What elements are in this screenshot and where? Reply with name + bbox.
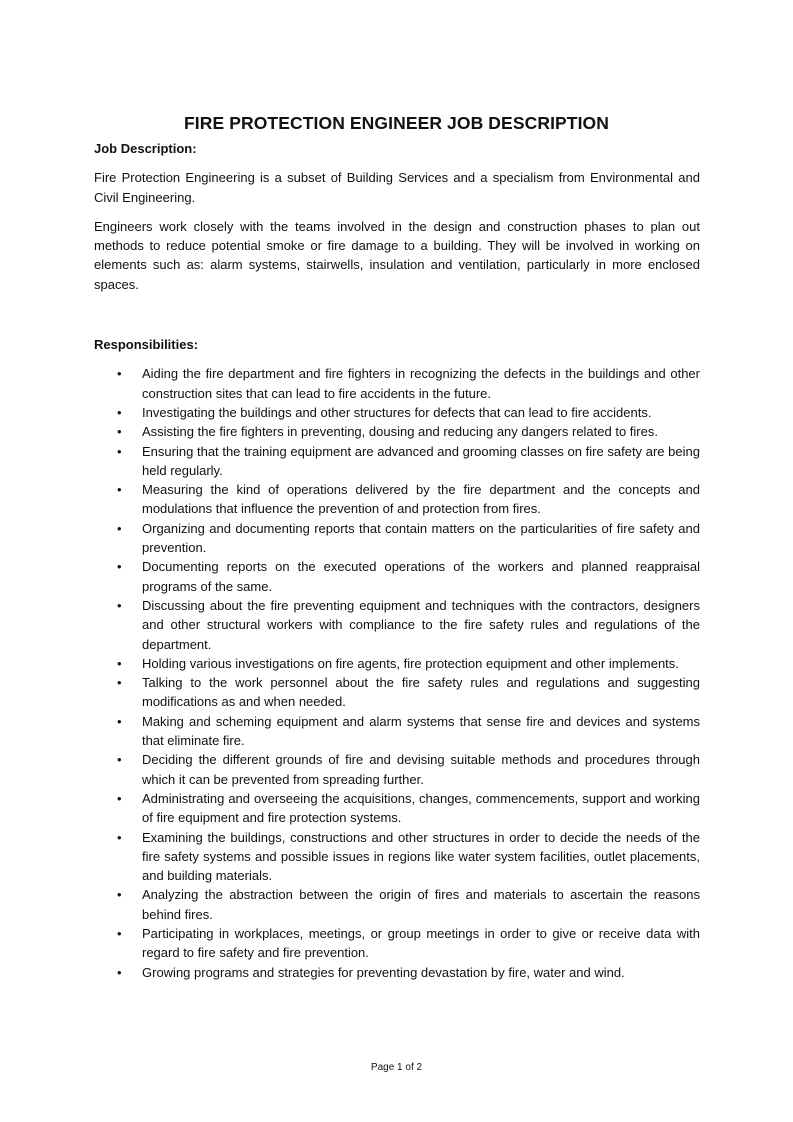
- list-item-text: Holding various investigations on fire agents, fire protection equipment and other implements.: [142, 655, 679, 671]
- list-item: [94, 480, 700, 519]
- list-item: [94, 364, 700, 403]
- bullet-icon: •: [117, 790, 122, 806]
- list-item: [94, 789, 700, 828]
- list-item-text: Documenting reports on the executed operations of the workers and planned reappraisal programs of the same.: [142, 559, 700, 594]
- list-item-text: Examining the buildings, constructions and other structures in order to decide the needs of the fire safety systems and possible issues in regions like water system facilities, outlet placements, and building materials.: [142, 829, 700, 884]
- list-item-text: Measuring the kind of operations delivered by the fire department and the concepts and modulations that influence the prevention of and protection from fires.: [142, 482, 700, 517]
- list-item-text: Assisting the fire fighters in preventing, dousing and reducing any dangers related to fires.: [142, 424, 658, 440]
- job-description-heading: Job Description:: [94, 141, 197, 156]
- bullet-icon: •: [117, 520, 122, 536]
- bullet-icon: •: [117, 443, 122, 459]
- bullet-icon: •: [117, 404, 122, 420]
- page-number: Page 1 of 2: [370, 1062, 423, 1073]
- list-item: [94, 596, 700, 654]
- list-item: [94, 673, 700, 712]
- document-title: FIRE PROTECTION ENGINEER JOB DESCRIPTION: [183, 113, 610, 133]
- bullet-icon: •: [117, 597, 122, 613]
- list-item-text: Ensuring that the training equipment are advanced and grooming classes on fire safety are being held regularly.: [142, 443, 700, 478]
- list-item-text: Talking to the work personnel about the fire safety rules and regulations and suggesting modifications as and when needed.: [142, 675, 700, 710]
- list-item: [94, 654, 700, 673]
- bullet-icon: •: [117, 482, 122, 498]
- list-item: [94, 750, 700, 789]
- bullet-icon: •: [117, 655, 122, 671]
- list-item-text: Growing programs and strategies for preventing devastation by fire, water and wind.: [142, 964, 625, 980]
- list-item-text: Investigating the buildings and other structures for defects that can lead to fire accidents.: [142, 404, 652, 420]
- list-item: [94, 712, 700, 751]
- bullet-icon: •: [117, 829, 122, 845]
- list-item-text: Administrating and overseeing the acquisitions, changes, commencements, support and working of fire equipment and fire protection systems.: [142, 790, 700, 826]
- list-item-text: Deciding the different grounds of fire and devising suitable methods and procedures through which it can be prevented from spreading further.: [142, 752, 700, 787]
- list-item-text: Discussing about the fire preventing equipment and techniques with the contractors, designers and other structural workers with compliance to the fire safety rules and regulations of the department.: [142, 597, 700, 652]
- list-item-text: Making and scheming equipment and alarm systems that sense fire and devices and systems that eliminate fire.: [142, 713, 700, 749]
- list-item: [94, 828, 700, 886]
- list-item: [94, 442, 700, 481]
- list-item: [94, 422, 700, 441]
- bullet-icon: •: [117, 424, 122, 440]
- list-item: [94, 963, 700, 982]
- bullet-icon: •: [117, 925, 122, 941]
- responsibilities-heading: Responsibilities:: [94, 337, 199, 353]
- bullet-icon: •: [117, 366, 122, 382]
- intro-paragraph: Fire Protection Engineering is a subset of Building Services and a specialism from Environmental and Civil Engineering.: [94, 170, 700, 205]
- list-item: [94, 403, 700, 422]
- list-item-text: Organizing and documenting reports that contain matters on the particularities of fire safety and prevention.: [142, 520, 700, 556]
- responsibilities-list: [94, 364, 700, 982]
- bullet-icon: •: [117, 887, 122, 903]
- bullet-icon: •: [117, 713, 122, 729]
- engineers-paragraph: Engineers work closely with the teams involved in the design and construction phases to plan out methods to reduce potential smoke or fire damage to a building. They will be involved in working on elements such as: alarm systems, stairwells, insulation and ventilation, particularly in more enclosed spaces.: [94, 218, 700, 292]
- document-body: [94, 139, 700, 982]
- bullet-icon: •: [117, 675, 122, 691]
- bullet-icon: •: [117, 964, 122, 980]
- list-item-text: Aiding the fire department and fire fighters in recognizing the defects in the buildings and other construction sites that can lead to fire accidents in the future.: [142, 366, 700, 401]
- list-item: [94, 885, 700, 924]
- list-item-text: Analyzing the abstraction between the origin of fires and materials to ascertain the reasons behind fires.: [142, 887, 700, 922]
- list-item: [94, 519, 700, 558]
- list-item: [94, 557, 700, 596]
- list-item-text: Participating in workplaces, meetings, or group meetings in order to give or receive data with regard to fire safety and fire prevention.: [142, 925, 700, 961]
- list-item: [94, 924, 700, 963]
- bullet-icon: •: [117, 559, 122, 575]
- bullet-icon: •: [117, 752, 122, 768]
